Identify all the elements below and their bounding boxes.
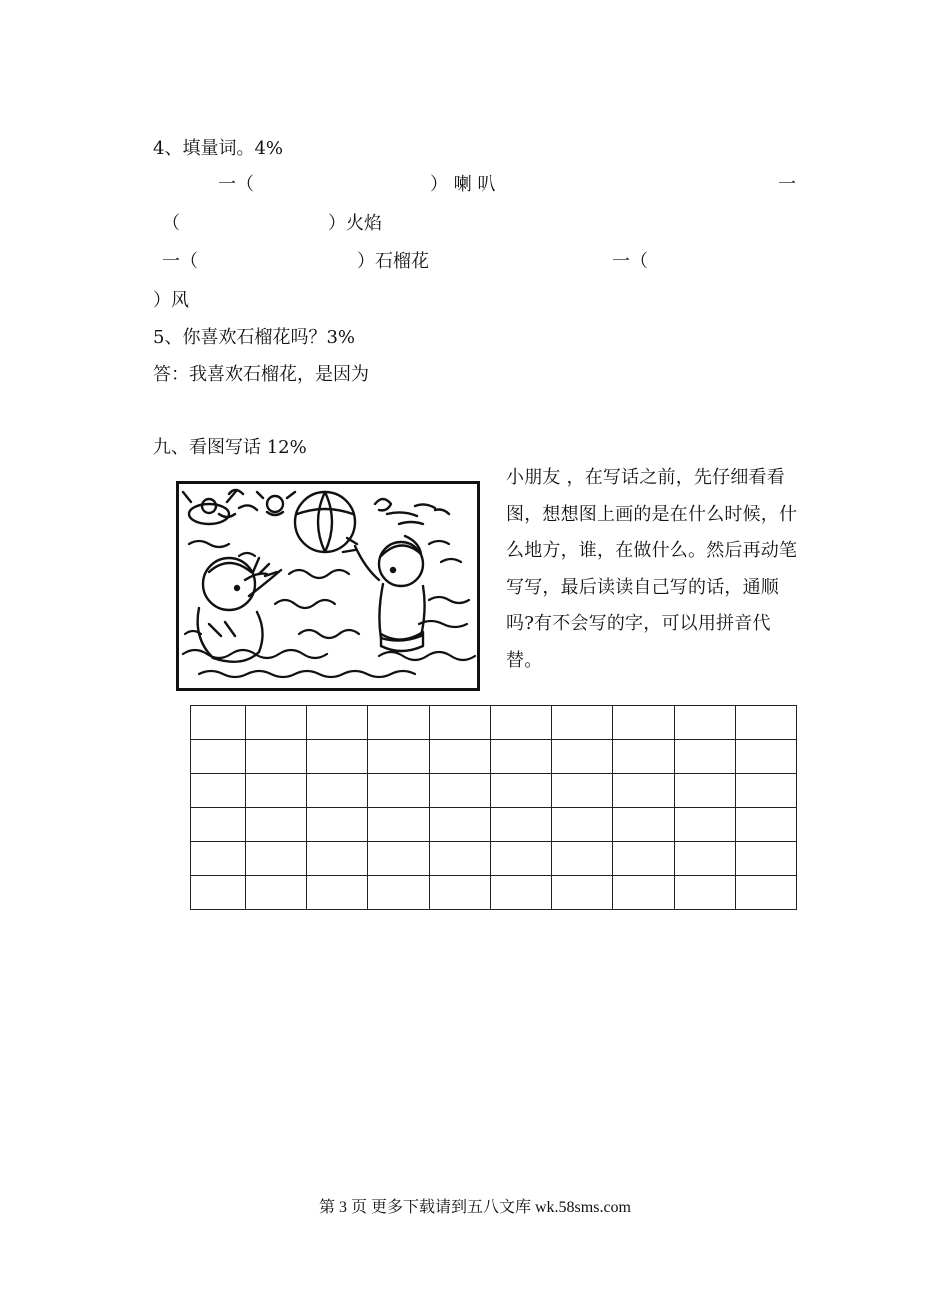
grid-cell[interactable] <box>307 842 368 876</box>
q9-description: 小朋友 ，在写话之前，先仔细看看图，想想图上画的是在什么时候，什么地方，谁，在做什么。然后再动笔写写，最后读读自己写的话，通顺吗?有不会写的字，可以用拼音代替。 <box>506 467 798 671</box>
swimmer-right-drawing <box>375 499 449 524</box>
grid-cell[interactable] <box>307 876 368 910</box>
grid-cell[interactable] <box>674 808 735 842</box>
grid-cell[interactable] <box>429 706 490 740</box>
grid-cell[interactable] <box>552 774 613 808</box>
q5-title: 5、你喜欢石榴花吗？3% <box>153 327 356 348</box>
grid-cell[interactable] <box>613 842 674 876</box>
grid-cell[interactable] <box>368 842 429 876</box>
grid-cell[interactable] <box>674 774 735 808</box>
grid-cell[interactable] <box>674 740 735 774</box>
grid-cell[interactable] <box>246 876 307 910</box>
grid-cell[interactable] <box>368 706 429 740</box>
grid-cell[interactable] <box>613 740 674 774</box>
grid-cell[interactable] <box>735 808 796 842</box>
grid-row <box>191 842 797 876</box>
grid-cell[interactable] <box>490 774 551 808</box>
grid-cell[interactable] <box>735 740 796 774</box>
q4-item2-paren: （ <box>162 213 180 234</box>
grid-cell[interactable] <box>735 842 796 876</box>
q4-item2-suffix: ）火焰 <box>328 213 382 234</box>
writing-grid[interactable] <box>190 705 797 910</box>
grid-cell[interactable] <box>246 774 307 808</box>
q4-item3-suffix: ）石榴花 <box>357 251 429 272</box>
grid-cell[interactable] <box>552 808 613 842</box>
grid-cell[interactable] <box>246 842 307 876</box>
grid-cell[interactable] <box>490 740 551 774</box>
q4-item1-suffix: ） 喇 叭 <box>430 174 496 195</box>
grid-row <box>191 706 797 740</box>
grid-cell[interactable] <box>735 876 796 910</box>
grid-cell[interactable] <box>490 842 551 876</box>
q4-item3-prefix: 一（ <box>162 251 198 272</box>
grid-cell[interactable] <box>191 740 246 774</box>
grid-cell[interactable] <box>674 706 735 740</box>
grid-cell[interactable] <box>368 808 429 842</box>
grid-cell[interactable] <box>674 842 735 876</box>
grid-cell[interactable] <box>307 774 368 808</box>
grid-cell[interactable] <box>429 842 490 876</box>
grid-cell[interactable] <box>490 706 551 740</box>
grid-cell[interactable] <box>490 876 551 910</box>
grid-cell[interactable] <box>552 876 613 910</box>
grid-cell[interactable] <box>429 740 490 774</box>
grid-row <box>191 774 797 808</box>
grid-cell[interactable] <box>552 842 613 876</box>
grid-cell[interactable] <box>307 740 368 774</box>
beach-ball-drawing <box>295 492 355 552</box>
grid-cell[interactable] <box>490 808 551 842</box>
grid-row <box>191 740 797 774</box>
grid-cell[interactable] <box>191 706 246 740</box>
grid-row <box>191 876 797 910</box>
q5-answer: 答：我喜欢石榴花，是因为 <box>153 364 369 385</box>
grid-cell[interactable] <box>191 774 246 808</box>
grid-cell[interactable] <box>674 876 735 910</box>
grid-cell[interactable] <box>307 808 368 842</box>
beach-ball-illustration <box>176 481 480 691</box>
grid-cell[interactable] <box>429 808 490 842</box>
grid-cell[interactable] <box>735 706 796 740</box>
grid-cell[interactable] <box>368 876 429 910</box>
q4-item1-prefix: 一（ <box>218 174 254 195</box>
grid-cell[interactable] <box>307 706 368 740</box>
swimmer-left-drawing <box>183 490 257 524</box>
grid-cell[interactable] <box>613 774 674 808</box>
grid-cell[interactable] <box>613 876 674 910</box>
grid-cell[interactable] <box>552 740 613 774</box>
grid-cell[interactable] <box>191 808 246 842</box>
q4-title: 4、填量词。4% <box>153 138 284 159</box>
grid-cell[interactable] <box>368 740 429 774</box>
grid-cell[interactable] <box>246 808 307 842</box>
grid-cell[interactable] <box>429 774 490 808</box>
grid-cell[interactable] <box>246 706 307 740</box>
grid-cell[interactable] <box>735 774 796 808</box>
grid-cell[interactable] <box>246 740 307 774</box>
q4-item4-prefix: 一（ <box>612 251 648 272</box>
girl-figure-drawing <box>198 558 281 662</box>
grid-cell[interactable] <box>613 808 674 842</box>
grid-cell[interactable] <box>613 706 674 740</box>
swimmer-mid-drawing <box>257 492 295 515</box>
q4-item4-suffix: ）风 <box>153 290 189 311</box>
page-footer: 第 3 页 更多下载请到五八文库 wk.58sms.com <box>318 1199 631 1216</box>
grid-cell[interactable] <box>552 706 613 740</box>
q9-title: 九、看图写话 12% <box>153 437 307 458</box>
q4-item2-prefix: 一 <box>778 174 796 195</box>
boy-figure-drawing <box>343 536 425 651</box>
grid-cell[interactable] <box>191 876 246 910</box>
grid-row <box>191 808 797 842</box>
grid-cell[interactable] <box>429 876 490 910</box>
grid-cell[interactable] <box>191 842 246 876</box>
grid-cell[interactable] <box>368 774 429 808</box>
